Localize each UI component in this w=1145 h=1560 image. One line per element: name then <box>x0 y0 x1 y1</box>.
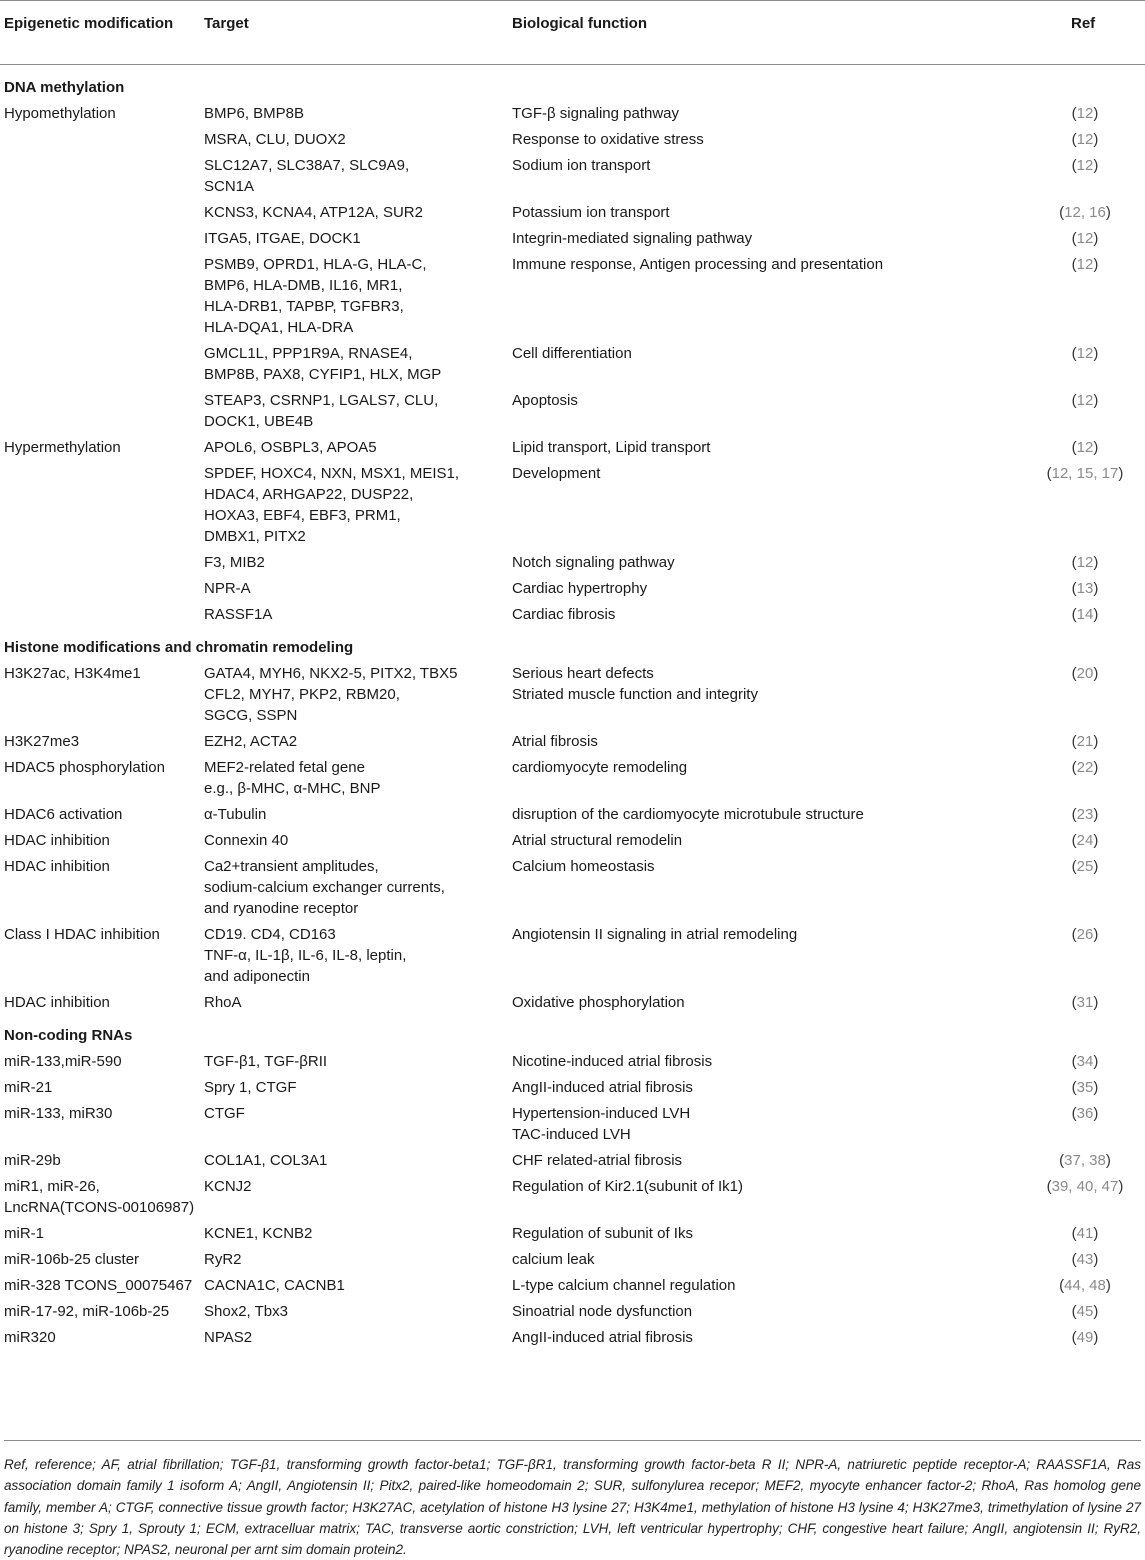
table-row <box>0 825 1145 851</box>
ref-number[interactable]: 26 <box>1076 926 1094 943</box>
cell-target <box>200 1171 508 1218</box>
cell-target <box>200 150 508 197</box>
cell-modification: Class I HDAC inhibition <box>4 926 160 943</box>
table-row <box>0 726 1145 752</box>
cell-line: PSMB9, OPRD1, HLA-G, HLA-C, <box>204 256 427 273</box>
ref-number[interactable]: 12, 15, 17 <box>1051 465 1119 482</box>
cell-line: Development <box>512 465 601 482</box>
table-row <box>0 573 1145 599</box>
ref-number[interactable]: 45 <box>1076 1303 1094 1320</box>
ref-number[interactable]: 35 <box>1076 1079 1094 1096</box>
cell-line: STEAP3, CSRNP1, LGALS7, CLU, <box>204 392 439 409</box>
cell-function <box>508 338 1025 385</box>
cell-function <box>508 385 1025 432</box>
ref-number[interactable]: 24 <box>1076 832 1094 849</box>
cell-line: KCNS3, KCNA4, ATP12A, SUR2 <box>204 204 423 221</box>
cell-ref: (36) <box>1071 1105 1099 1122</box>
cell-function <box>508 658 1025 726</box>
cell-line: NPAS2 <box>204 1329 253 1346</box>
table-row <box>0 1244 1145 1270</box>
cell-ref: (41) <box>1071 1225 1099 1242</box>
cell-function <box>508 1296 1025 1322</box>
table-row <box>0 1218 1145 1244</box>
cell-line: Spry 1, CTGF <box>204 1079 297 1096</box>
cell-line: Cardiac hypertrophy <box>512 580 648 597</box>
table-row <box>0 987 1145 1013</box>
table-row <box>0 385 1145 432</box>
table-row <box>0 124 1145 150</box>
cell-target <box>200 432 508 458</box>
cell-modification: miR-1 <box>4 1225 44 1242</box>
cell-line: and ryanodine receptor <box>204 900 359 917</box>
cell-target <box>200 1296 508 1322</box>
ref-number[interactable]: 12 <box>1076 105 1094 122</box>
cell-function <box>508 150 1025 197</box>
cell-function <box>508 987 1025 1013</box>
ref-number[interactable]: 12 <box>1076 157 1094 174</box>
table-row <box>0 150 1145 197</box>
cell-line: e.g., β-MHC, α-MHC, BNP <box>204 780 381 797</box>
cell-function <box>508 98 1025 124</box>
cell-line: Ca2+transient amplitudes, <box>204 858 379 875</box>
cell-line: MEF2-related fetal gene <box>204 759 365 776</box>
cell-line: SPDEF, HOXC4, NXN, MSX1, MEIS1, <box>204 465 460 482</box>
cell-line: SGCG, SSPN <box>204 707 298 724</box>
table-row <box>0 223 1145 249</box>
cell-line: TGF-β signaling pathway <box>512 105 680 122</box>
ref-number[interactable]: 23 <box>1076 806 1094 823</box>
cell-modification: miR-133, miR30 <box>4 1105 113 1122</box>
cell-line: TGF-β1, TGF-βRII <box>204 1053 328 1070</box>
cell-ref: (24) <box>1071 832 1099 849</box>
cell-ref: (12) <box>1071 345 1099 362</box>
table-row <box>0 1046 1145 1072</box>
table-row <box>0 1322 1145 1348</box>
cell-modification <box>0 124 200 150</box>
table-body <box>0 65 1145 1349</box>
cell-target <box>200 223 508 249</box>
table-row <box>0 799 1145 825</box>
cell-modification: miR-17-92, miR-106b-25 <box>4 1303 170 1320</box>
cell-line: Serious heart defects <box>512 665 654 682</box>
cell-function <box>508 799 1025 825</box>
header-target: Target <box>200 1 508 65</box>
cell-modification <box>0 385 200 432</box>
ref-number[interactable]: 31 <box>1076 994 1094 1011</box>
cell-line: Potassium ion transport <box>512 204 670 221</box>
table-row <box>0 1296 1145 1322</box>
cell-line: CTGF <box>204 1105 245 1122</box>
cell-function <box>508 825 1025 851</box>
cell-line: CD19. CD4, CD163 <box>204 926 336 943</box>
cell-function <box>508 1098 1025 1145</box>
cell-line: Atrial fibrosis <box>512 733 598 750</box>
cell-target <box>200 599 508 625</box>
table-row <box>0 432 1145 458</box>
cell-target <box>200 573 508 599</box>
cell-line: RyR2 <box>204 1251 242 1268</box>
cell-target <box>200 1046 508 1072</box>
cell-target <box>200 124 508 150</box>
cell-target <box>200 385 508 432</box>
table-header <box>0 1 1145 65</box>
cell-line: Regulation of subunit of Iks <box>512 1225 693 1242</box>
section-title: DNA methylation <box>4 79 125 96</box>
cell-target <box>200 1322 508 1348</box>
cell-line: HOXA3, EBF4, EBF3, PRM1, <box>204 507 401 524</box>
cell-target <box>200 547 508 573</box>
ref-number[interactable]: 14 <box>1076 606 1094 623</box>
table-row <box>0 338 1145 385</box>
cell-modification: H3K27ac, H3K4me1 <box>4 665 141 682</box>
cell-ref: (26) <box>1071 926 1099 943</box>
ref-number[interactable]: 34 <box>1076 1053 1094 1070</box>
cell-line: Atrial structural remodelin <box>512 832 683 849</box>
table-footnote: Ref, reference; AF, atrial fibrillation; TGF-β1, transforming growth factor-beta1; TGF-βR1, transforming growth factor-beta R II; NPR-A, natriuretic peptide receptor-A; RAASSF1A, Ras association domain family 1 isoform A; AngII, Angiotensin II; Pitx2, paired-like homeodomain 2; SUR, sulfonylurea recepor; MEF2, myocyte enhancer factor-2; RhoA, Ras homolog gene family, member A; CTGF, connective tissue growth factor; H3K27AC, acetylation of histone H3 lysine 27; H3K4me1, methylation of histone H3 lysine 4; H3K27me3, trimethylation of lysine 27 on histone 3; Spry 1, Sprouty 1; ECM, extracelluar matrix; TAC, transverse aortic constriction; LVH, left ventricular hypertrophy; CHF, congestive heart failure; AngII, angiotensin II; RyR2, ryanodine receptor; NPAS2, neuronal per arnt sim domain protein2. <box>4 1440 1141 1560</box>
section-header-row <box>0 625 1145 658</box>
cell-line: CACNA1C, CACNB1 <box>204 1277 345 1294</box>
cell-line: Immune response, Antigen processing and presentation <box>512 256 884 273</box>
cell-function <box>508 432 1025 458</box>
table-row <box>0 599 1145 625</box>
cell-target <box>200 1244 508 1270</box>
cell-line: HLA-DQA1, HLA-DRA <box>204 319 354 336</box>
cell-line: Connexin 40 <box>204 832 289 849</box>
cell-line: TAC-induced LVH <box>512 1126 631 1143</box>
cell-target <box>200 1270 508 1296</box>
cell-ref: (12) <box>1071 439 1099 456</box>
cell-line: Calcium homeostasis <box>512 858 655 875</box>
cell-target <box>200 658 508 726</box>
cell-modification: Hypermethylation <box>4 439 121 456</box>
cell-line: KCNJ2 <box>204 1178 252 1195</box>
cell-ref: (12) <box>1071 256 1099 273</box>
cell-modification: miR-29b <box>4 1152 61 1169</box>
cell-line: AngII-induced atrial fibrosis <box>512 1079 693 1096</box>
cell-target <box>200 726 508 752</box>
cell-modification: Hypomethylation <box>4 105 116 122</box>
cell-ref: (34) <box>1071 1053 1099 1070</box>
cell-line: Integrin-mediated signaling pathway <box>512 230 753 247</box>
ref-number[interactable]: 12, 16 <box>1064 204 1106 221</box>
section-header-row <box>0 65 1145 99</box>
cell-line: Apoptosis <box>512 392 578 409</box>
table-row <box>0 752 1145 799</box>
cell-line: Striated muscle function and integrity <box>512 686 758 703</box>
cell-ref: (14) <box>1071 606 1099 623</box>
cell-function <box>508 249 1025 338</box>
cell-line: AngII-induced atrial fibrosis <box>512 1329 693 1346</box>
cell-target <box>200 919 508 987</box>
cell-ref: (13) <box>1071 580 1099 597</box>
cell-ref: (20) <box>1071 665 1099 682</box>
cell-target <box>200 1218 508 1244</box>
cell-function <box>508 547 1025 573</box>
cell-line: cardiomyocyte remodeling <box>512 759 688 776</box>
cell-function <box>508 752 1025 799</box>
cell-function <box>508 851 1025 919</box>
table-row <box>0 197 1145 223</box>
cell-line: SLC12A7, SLC38A7, SLC9A9, <box>204 157 410 174</box>
cell-function <box>508 1270 1025 1296</box>
cell-modification: H3K27me3 <box>4 733 80 750</box>
cell-ref: (22) <box>1071 759 1099 776</box>
cell-line: GATA4, MYH6, NKX2-5, PITX2, TBX5 <box>204 665 458 682</box>
cell-ref: (12) <box>1071 392 1099 409</box>
cell-ref: (12) <box>1071 554 1099 571</box>
ref-number[interactable]: 43 <box>1076 1251 1094 1268</box>
cell-ref: (39, 40, 47) <box>1046 1178 1124 1195</box>
cell-modification <box>0 573 200 599</box>
cell-ref: (12) <box>1071 105 1099 122</box>
ref-number[interactable]: 12 <box>1076 392 1094 409</box>
cell-ref: (12, 15, 17) <box>1046 465 1124 482</box>
cell-ref: (44, 48) <box>1059 1277 1111 1294</box>
cell-ref: (12, 16) <box>1059 204 1111 221</box>
cell-function <box>508 919 1025 987</box>
cell-function <box>508 223 1025 249</box>
table-row <box>0 1171 1145 1218</box>
cell-line: RhoA <box>204 994 242 1011</box>
cell-target <box>200 1072 508 1098</box>
cell-function <box>508 1171 1025 1218</box>
ref-number[interactable]: 25 <box>1076 858 1094 875</box>
cell-line: APOL6, OSBPL3, APOA5 <box>204 439 377 456</box>
cell-target <box>200 752 508 799</box>
cell-modification: miR-328 TCONS_00075467 <box>4 1277 193 1294</box>
cell-modification <box>0 338 200 385</box>
cell-target <box>200 197 508 223</box>
cell-line: DMBX1, PITX2 <box>204 528 306 545</box>
cell-line: Angiotensin II signaling in atrial remodeling <box>512 926 798 943</box>
cell-target <box>200 249 508 338</box>
cell-line: CFL2, MYH7, PKP2, RBM20, <box>204 686 400 703</box>
cell-function <box>508 573 1025 599</box>
cell-line: Cell differentiation <box>512 345 632 362</box>
table-row <box>0 249 1145 338</box>
cell-ref: (25) <box>1071 858 1099 875</box>
cell-line: EZH2, ACTA2 <box>204 733 298 750</box>
cell-function <box>508 1244 1025 1270</box>
cell-line: HDAC4, ARHGAP22, DUSP22, <box>204 486 414 503</box>
table-row <box>0 458 1145 547</box>
cell-line: sodium-calcium exchanger currents, <box>204 879 445 896</box>
ref-number[interactable]: 12 <box>1076 256 1094 273</box>
cell-ref: (21) <box>1071 733 1099 750</box>
cell-target <box>200 338 508 385</box>
cell-line: COL1A1, COL3A1 <box>204 1152 328 1169</box>
cell-function <box>508 1218 1025 1244</box>
cell-line: KCNE1, KCNB2 <box>204 1225 313 1242</box>
cell-ref: (37, 38) <box>1059 1152 1111 1169</box>
cell-line: F3, MIB2 <box>204 554 265 571</box>
ref-number[interactable]: 13 <box>1076 580 1094 597</box>
cell-ref: (31) <box>1071 994 1099 1011</box>
ref-number[interactable]: 36 <box>1076 1105 1094 1122</box>
cell-modification: HDAC inhibition <box>4 858 110 875</box>
ref-number[interactable]: 12 <box>1076 230 1094 247</box>
cell-line: L-type calcium channel regulation <box>512 1277 736 1294</box>
ref-number[interactable]: 41 <box>1076 1225 1094 1242</box>
table-row <box>0 919 1145 987</box>
cell-function <box>508 124 1025 150</box>
cell-target <box>200 987 508 1013</box>
table-row <box>0 1145 1145 1171</box>
ref-number[interactable]: 49 <box>1076 1329 1094 1346</box>
cell-line: α-Tubulin <box>204 806 267 823</box>
cell-line: HLA-DRB1, TAPBP, TGFBR3, <box>204 298 404 315</box>
table-row <box>0 98 1145 124</box>
cell-ref: (12) <box>1071 131 1099 148</box>
cell-target <box>200 799 508 825</box>
cell-line: Response to oxidative stress <box>512 131 704 148</box>
cell-function <box>508 726 1025 752</box>
cell-function <box>508 1072 1025 1098</box>
cell-ref: (49) <box>1071 1329 1099 1346</box>
cell-modification: HDAC inhibition <box>4 994 110 1011</box>
cell-line: Cardiac fibrosis <box>512 606 616 623</box>
cell-modification <box>0 150 200 197</box>
cell-modification: miR-133,miR-590 <box>4 1053 122 1070</box>
table-row <box>0 658 1145 726</box>
cell-modification: HDAC inhibition <box>4 832 110 849</box>
cell-function <box>508 1322 1025 1348</box>
section-title: Non-coding RNAs <box>4 1027 133 1044</box>
cell-line: calcium leak <box>512 1251 595 1268</box>
cell-modification: miR320 <box>4 1329 56 1346</box>
cell-target <box>200 458 508 547</box>
cell-line: BMP6, BMP8B <box>204 105 305 122</box>
cell-function <box>508 599 1025 625</box>
ref-number[interactable]: 44, 48 <box>1064 1277 1106 1294</box>
cell-modification <box>0 249 200 338</box>
cell-line: Oxidative phosphorylation <box>512 994 685 1011</box>
cell-ref: (35) <box>1071 1079 1099 1096</box>
cell-modification <box>0 223 200 249</box>
ref-number[interactable]: 12 <box>1076 131 1094 148</box>
cell-target <box>200 98 508 124</box>
cell-line: and adiponectin <box>204 968 310 985</box>
cell-ref: (45) <box>1071 1303 1099 1320</box>
cell-line: RASSF1A <box>204 606 273 623</box>
cell-modification <box>0 547 200 573</box>
header-epigenetic-modification: Epigenetic modification <box>0 1 200 65</box>
header-ref: Ref <box>1025 1 1145 65</box>
cell-line: disruption of the cardiomyocyte microtubule structure <box>512 806 864 823</box>
ref-number[interactable]: 21 <box>1076 733 1094 750</box>
cell-line: TNF-α, IL-1β, IL-6, IL-8, leptin, <box>204 947 407 964</box>
cell-ref: (12) <box>1071 157 1099 174</box>
table-row <box>0 1270 1145 1296</box>
ref-number[interactable]: 22 <box>1076 759 1094 776</box>
cell-line: BMP8B, PAX8, CYFIP1, HLX, MGP <box>204 366 442 383</box>
ref-number[interactable]: 20 <box>1076 665 1094 682</box>
cell-line: CHF related-atrial fibrosis <box>512 1152 683 1169</box>
cell-line: Shox2, Tbx3 <box>204 1303 288 1320</box>
ref-number[interactable]: 12 <box>1076 439 1094 456</box>
cell-line: Nicotine-induced atrial fibrosis <box>512 1053 713 1070</box>
cell-modification <box>0 458 200 547</box>
cell-modification: HDAC5 phosphorylation <box>4 759 165 776</box>
cell-line: Sinoatrial node dysfunction <box>512 1303 693 1320</box>
cell-modification: miR-106b-25 cluster <box>4 1251 140 1268</box>
cell-line: MSRA, CLU, DUOX2 <box>204 131 346 148</box>
cell-line: Notch signaling pathway <box>512 554 675 571</box>
ref-number[interactable]: 12 <box>1076 554 1094 571</box>
cell-modification: miR-21 <box>4 1079 53 1096</box>
section-header-row <box>0 1013 1145 1046</box>
table-row <box>0 1098 1145 1145</box>
cell-function <box>508 458 1025 547</box>
header-biological-function: Biological function <box>508 1 1025 65</box>
ref-number[interactable]: 12 <box>1076 345 1094 362</box>
cell-function <box>508 1046 1025 1072</box>
cell-line: NPR-A <box>204 580 251 597</box>
section-title: Histone modifications and chromatin remodeling <box>4 639 354 656</box>
cell-line: Lipid transport, Lipid transport <box>512 439 711 456</box>
cell-target <box>200 825 508 851</box>
cell-modification <box>0 599 200 625</box>
cell-line: Sodium ion transport <box>512 157 651 174</box>
cell-modification: HDAC6 activation <box>4 806 123 823</box>
cell-target <box>200 1098 508 1145</box>
table-row <box>0 1072 1145 1098</box>
cell-target <box>200 1145 508 1171</box>
cell-ref: (12) <box>1071 230 1099 247</box>
cell-modification: miR1, miR-26, LncRNA(TCONS-00106987) <box>4 1178 195 1216</box>
cell-ref: (43) <box>1071 1251 1099 1268</box>
ref-number[interactable]: 39, 40, 47 <box>1051 1178 1119 1195</box>
cell-line: GMCL1L, PPP1R9A, RNASE4, <box>204 345 413 362</box>
ref-number[interactable]: 37, 38 <box>1064 1152 1106 1169</box>
cell-line: DOCK1, UBE4B <box>204 413 314 430</box>
cell-line: ITGA5, ITGAE, DOCK1 <box>204 230 361 247</box>
cell-line: Regulation of Kir2.1(subunit of Ik1) <box>512 1178 743 1195</box>
cell-function <box>508 1145 1025 1171</box>
cell-line: SCN1A <box>204 178 255 195</box>
table-row <box>0 547 1145 573</box>
cell-target <box>200 851 508 919</box>
cell-line: BMP6, HLA-DMB, IL16, MR1, <box>204 277 403 294</box>
cell-line: Hypertension-induced LVH <box>512 1105 691 1122</box>
table-row <box>0 851 1145 919</box>
cell-modification <box>0 197 200 223</box>
cell-function <box>508 197 1025 223</box>
cell-ref: (23) <box>1071 806 1099 823</box>
